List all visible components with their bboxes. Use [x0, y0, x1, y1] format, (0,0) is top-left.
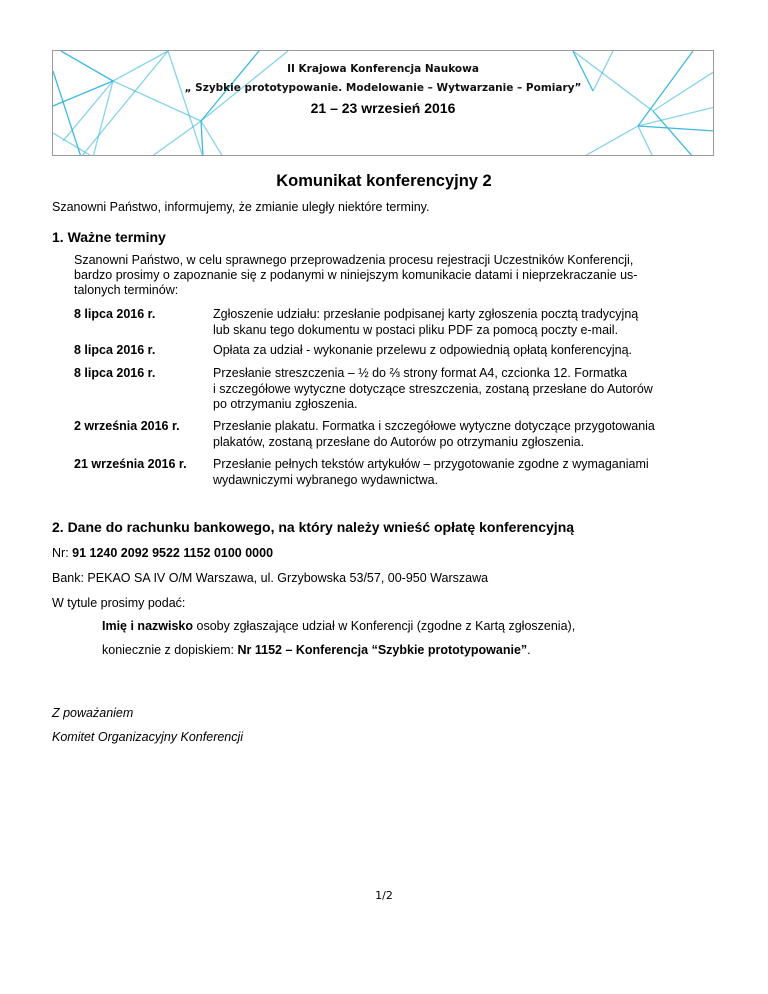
term-description [213, 419, 713, 450]
section-heading-bank-details: 2. Dane do rachunku bankowego, na który należy wnieść opłatę konferencyjną [52, 519, 575, 535]
term-line: Przesłanie plakatu. Formatka i szczegółowe wytyczne dotyczące przygotowania [213, 419, 655, 433]
term-line: Przesłanie pełnych tekstów artykułów – przygotowanie zgodne z wymaganiami [213, 457, 649, 471]
term-description [213, 343, 713, 359]
term-line: Opłata za udział - wykonanie przelewu z odpowiednią opłatą konferencyjną. [213, 343, 633, 357]
conference-header [52, 50, 714, 156]
section1-intro-line: talonych terminów: [74, 283, 179, 297]
decoration-line [638, 126, 653, 156]
bank-address: Bank: PEKAO SA IV O/M Warszawa, ul. Grzybowska 53/57, 00-950 Warszawa [52, 571, 489, 585]
term-line: po otrzymaniu zgłoszenia. [213, 397, 358, 411]
decoration-line [151, 121, 201, 156]
section1-intro [74, 253, 714, 298]
decoration-line [583, 126, 638, 156]
name-label-bold: Imię i nazwisko [102, 619, 194, 633]
term-description [213, 457, 713, 488]
term-description [213, 366, 713, 413]
decoration-line [201, 121, 223, 156]
section1-intro-line: bardzo prosimy o zapoznanie się z podanymi w niniejszym komunikacie datami i nieprzekraczanie us- [74, 268, 638, 282]
page-number: 1/2 [375, 889, 393, 902]
term-date: 21 września 2016 r. [74, 457, 187, 471]
reference-prefix: koniecznie z dopiskiem: [102, 643, 238, 657]
term-line: i szczegółowe wytyczne dotyczące streszczenia, zostaną przesłane do Autorów [213, 381, 653, 396]
account-number: 91 1240 2092 9522 1152 0100 0000 [72, 546, 274, 560]
term-line: Zgłoszenie udziału: przesłanie podpisanej karty zgłoszenia pocztą tradycyjną [213, 307, 639, 321]
page-title: Komunikat konferencyjny 2 [276, 172, 492, 190]
closing-salutation: Z poważaniem [52, 706, 134, 720]
term-line: lub skanu tego dokumentu w postaci pliku PDF za pomocą poczty e-mail. [213, 322, 619, 337]
header-conference-name: II Krajowa Konferencja Naukowa [287, 63, 479, 75]
header-conference-subtitle: „ Szybkie prototypowanie. Modelowanie – Wytwarzanie – Pomiary” [184, 82, 582, 94]
reference-suffix: . [527, 643, 531, 657]
section1-intro-line: Szanowni Państwo, w celu sprawnego przeprowadzenia procesu rejestracji Uczestników Konferencji, [74, 253, 634, 267]
closing-signature: Komitet Organizacyjny Konferencji [52, 730, 244, 744]
name-label-rest: osoby zgłaszające udział w Konferencji (zgodne z Kartą zgłoszenia), [193, 619, 576, 633]
transfer-title-item-name [102, 619, 575, 633]
term-description [213, 307, 713, 338]
term-date: 8 lipca 2016 r. [74, 343, 156, 357]
term-date: 8 lipca 2016 r. [74, 366, 156, 380]
header-conference-dates: 21 – 23 wrzesień 2016 [310, 100, 456, 116]
section-heading-important-dates: 1. Ważne terminy [52, 229, 166, 245]
term-date: 8 lipca 2016 r. [74, 307, 156, 321]
term-date: 2 września 2016 r. [74, 419, 180, 433]
reference-bold: Nr 1152 – Konferencja “Szybkie prototypowanie” [237, 643, 528, 657]
account-number-line [52, 546, 273, 560]
term-line: wydawniczymi wybranego wydawnictwa. [213, 472, 439, 487]
decoration-line [638, 126, 714, 131]
intro-text: Szanowni Państwo, informujemy, że zmianie uległy niektóre terminy. [52, 200, 430, 214]
account-number-label: Nr: [52, 546, 73, 560]
transfer-title-prompt: W tytule prosimy podać: [52, 596, 186, 610]
transfer-title-item-reference [102, 643, 531, 657]
term-line: Przesłanie streszczenia – ½ do ⅔ strony format A4, czcionka 12. Formatka [213, 366, 628, 380]
term-line: plakatów, zostaną przesłane do Autorów po otrzymaniu zgłoszenia. [213, 434, 585, 449]
decoration-line [53, 133, 93, 156]
